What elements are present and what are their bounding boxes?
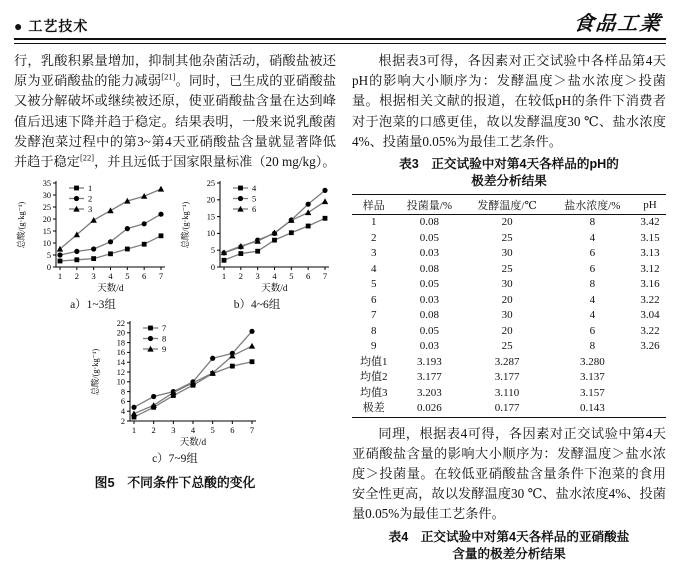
table3-cell: 0.08 [419, 309, 440, 322]
table3-cell: 3.280 [579, 355, 605, 368]
left-column [14, 51, 336, 563]
table3-head [352, 195, 666, 215]
svg-text:4: 4 [252, 183, 257, 194]
table3-cell: 3.177 [417, 371, 442, 384]
table3-cell: 30 [501, 247, 513, 260]
two-column-layout [14, 51, 666, 563]
svg-text:4: 4 [120, 407, 125, 417]
table3-row [352, 246, 666, 262]
table3-cell: 0.08 [419, 216, 440, 229]
svg-text:总酸/(g·kg⁻¹): 总酸/(g·kg⁻¹) [17, 201, 26, 249]
svg-text:7: 7 [158, 271, 164, 282]
svg-text:35: 35 [42, 179, 51, 189]
table3-cell: 6 [589, 247, 596, 260]
section-label: ● 工艺技术 [14, 18, 89, 34]
chart-c-plot [88, 315, 263, 448]
table3-cell [634, 370, 666, 386]
table3-cell: 3.22 [640, 293, 660, 306]
table3-header-row [352, 195, 666, 215]
svg-text:1: 1 [57, 271, 63, 282]
table3-cell: 20 [501, 293, 513, 306]
svg-text:2: 2 [74, 271, 79, 282]
table3 [352, 194, 666, 418]
svg-text:1: 1 [88, 183, 93, 194]
table3-cell: 9 [370, 340, 377, 353]
series-2 [57, 212, 163, 258]
svg-text:25: 25 [42, 203, 51, 213]
table3-cell: 3.16 [640, 278, 660, 291]
table3-cell: 3.177 [494, 371, 520, 384]
table3-cell: 3.15 [640, 231, 660, 244]
table3-cell: 0.03 [419, 293, 440, 306]
svg-text:14: 14 [116, 358, 125, 368]
table3-cell: 4 [370, 262, 377, 275]
table3-cell: 3 [370, 247, 377, 260]
citation-ref-22: [22] [79, 152, 95, 163]
legend [143, 323, 166, 354]
table3-cell: 2 [370, 231, 377, 244]
table3-cell: 3.203 [417, 386, 442, 399]
table3-title-line1: 表3 正交试验中对第4天各样品的pH的 [399, 157, 619, 172]
table3-cell: 0.03 [419, 247, 440, 260]
table3-cell: 6 [370, 293, 377, 306]
svg-text:2: 2 [151, 425, 156, 436]
paragraph-text: 行，乳酸积累量增加，抑制其他杂菌活动，硝酸盐被还原为亚硝酸盐的能力减弱 [14, 53, 336, 89]
table3-cell: 3.42 [640, 216, 660, 229]
svg-text:12: 12 [116, 368, 125, 378]
table3-row [352, 370, 666, 386]
table3-cell: 1 [370, 216, 377, 229]
table3-cell: 8 [589, 340, 596, 353]
table4-title-line2: 含量的极差分析结果 [452, 546, 566, 561]
table3-cell: 0.05 [419, 231, 440, 244]
table3-cell: 25 [501, 340, 513, 353]
svg-text:16: 16 [116, 348, 125, 358]
svg-text:20: 20 [206, 195, 215, 205]
svg-text:5: 5 [46, 251, 51, 261]
table3-title-line2: 极差分析结果 [471, 174, 547, 189]
table3-cell: 均值3 [359, 386, 388, 399]
table3-cell: 7 [370, 309, 377, 322]
svg-text:10: 10 [42, 239, 51, 249]
svg-text:4: 4 [190, 425, 195, 436]
svg-text:9: 9 [161, 344, 166, 355]
chart-c [88, 315, 263, 466]
table3-body [352, 215, 666, 418]
table3-header-cell: 发酵温度/℃ [477, 199, 537, 212]
table3-cell: 3.26 [640, 340, 660, 353]
svg-text:6: 6 [252, 204, 257, 215]
right-paragraph-2: 同理，根据表4可得，各因素对正交试验中第4天亚硝酸盐含量的影响大小顺序为：发酵温度＞盐水浓度＞投菌量。在较低亚硝酸盐含量条件下泡菜的食用安全性更高，故以发酵温度30 ℃、盐水浓度4%、投菌量0.05%为最佳工艺条件。 [352, 425, 666, 522]
table3-cell: 20 [501, 324, 513, 337]
svg-text:8: 8 [161, 333, 166, 344]
table3-cell [634, 386, 666, 402]
chart-b-subcaption: b）4~6组 [233, 299, 281, 312]
chart-b-plot [178, 175, 336, 294]
table3-cell: 6 [589, 262, 596, 275]
svg-text:2: 2 [120, 417, 125, 427]
table3-cell [634, 401, 666, 417]
table3-header-cell: pH [643, 198, 657, 211]
svg-text:0: 0 [210, 263, 215, 273]
table4-title-line1: 表4 正交试验中对第4天各样品的亚硝酸盐 [388, 529, 630, 544]
journal-logo: 食品工業 [572, 11, 664, 35]
legend [233, 183, 257, 214]
series-6 [221, 198, 328, 255]
table3-row [352, 293, 666, 309]
table3-cell: 0.05 [419, 278, 440, 291]
svg-text:0: 0 [46, 263, 51, 273]
table3-cell: 3.22 [640, 324, 660, 337]
left-paragraph [14, 51, 336, 172]
table3-row [352, 324, 666, 340]
chart-a [14, 175, 172, 312]
figure5-row-bottom [14, 315, 336, 466]
table3-cell: 5 [370, 278, 377, 291]
svg-text:22: 22 [116, 319, 125, 329]
table3-cell: 极差 [362, 402, 385, 415]
svg-text:3: 3 [255, 271, 260, 282]
svg-text:5: 5 [252, 193, 257, 204]
svg-text:5: 5 [210, 246, 215, 256]
table3-cell: 6 [589, 324, 596, 337]
svg-text:7: 7 [249, 425, 254, 436]
svg-text:5: 5 [289, 271, 294, 282]
table3-row [352, 215, 666, 231]
table3-cell: 3.157 [579, 386, 605, 399]
svg-text:3: 3 [170, 425, 175, 436]
svg-text:4: 4 [272, 271, 277, 282]
svg-text:总酸/(g·kg⁻¹): 总酸/(g·kg⁻¹) [181, 201, 190, 249]
svg-text:18: 18 [116, 338, 125, 348]
svg-text:1: 1 [131, 425, 136, 436]
figure5-caption: 图5 不同条件下总酸的变化 [94, 475, 256, 491]
table3-title [352, 156, 666, 190]
table3-row [352, 401, 666, 417]
svg-text:5: 5 [210, 425, 215, 436]
table4-title [352, 529, 666, 563]
table3-row [352, 308, 666, 324]
table3-cell: 4 [589, 309, 596, 322]
table3-cell: 均值2 [359, 371, 388, 384]
table3-cell: 30 [501, 278, 513, 291]
svg-text:7: 7 [322, 271, 328, 282]
svg-text:6: 6 [120, 397, 125, 407]
svg-text:6: 6 [142, 271, 147, 282]
svg-text:4: 4 [108, 271, 113, 282]
legend [69, 183, 92, 214]
svg-text:20: 20 [116, 328, 125, 338]
table3-cell: 3.12 [640, 262, 660, 275]
table3-cell: 3.137 [579, 371, 605, 384]
svg-text:天数/d: 天数/d [261, 284, 288, 295]
svg-text:天数/d: 天数/d [179, 438, 206, 449]
header-rule [14, 38, 666, 44]
svg-text:8: 8 [120, 387, 125, 397]
svg-text:2: 2 [238, 271, 243, 282]
chart-c-subcaption: c）7~9组 [152, 453, 198, 466]
svg-text:15: 15 [42, 227, 51, 237]
table3-cell: 0.177 [494, 402, 520, 415]
paragraph-text: ，并且远低于国家限量标准（20 mg/kg）。 [94, 154, 336, 170]
table3-cell: 3.287 [494, 355, 520, 368]
table3-cell: 0.08 [419, 262, 440, 275]
svg-text:天数/d: 天数/d [97, 284, 124, 295]
table3-cell: 均值1 [359, 355, 388, 368]
svg-text:30: 30 [42, 191, 51, 201]
svg-text:10: 10 [206, 229, 215, 239]
table3-row [352, 386, 666, 402]
table3-cell: 3.193 [417, 355, 442, 368]
table3-cell: 3.04 [640, 309, 660, 322]
table3-cell: 0.05 [419, 324, 440, 337]
table3-cell: 8 [589, 216, 596, 229]
chart-a-subcaption: a）1~3组 [70, 299, 116, 312]
svg-text:2: 2 [88, 193, 93, 204]
table3-cell: 8 [589, 278, 596, 291]
svg-text:20: 20 [42, 215, 51, 225]
table3-cell: 30 [501, 309, 513, 322]
svg-text:6: 6 [229, 425, 234, 436]
table3-row [352, 339, 666, 355]
axes [130, 321, 256, 421]
table3-header-cell: 投菌量/% [406, 199, 453, 212]
table3-cell: 0.03 [419, 340, 440, 353]
table3-cell: 0.026 [417, 402, 442, 415]
table3-cell: 0.143 [579, 402, 605, 415]
table3-row [352, 262, 666, 278]
series-4 [222, 216, 328, 263]
table3-cell: 4 [589, 231, 596, 244]
svg-text:7: 7 [161, 323, 166, 334]
svg-text:1: 1 [221, 271, 227, 282]
table3-cell [634, 355, 666, 371]
table3-header-cell: 样品 [362, 199, 385, 212]
svg-text:6: 6 [306, 271, 311, 282]
right-column [352, 51, 666, 563]
chart-b [178, 175, 336, 312]
table3-cell: 25 [501, 262, 513, 275]
table3-cell: 3.110 [494, 386, 520, 399]
table3-row [352, 277, 666, 293]
table3-cell: 20 [501, 216, 513, 229]
svg-text:5: 5 [125, 271, 130, 282]
figure5-row-top [14, 175, 336, 312]
svg-text:10: 10 [116, 377, 125, 387]
svg-text:总酸/(g·kg⁻¹): 总酸/(g·kg⁻¹) [90, 348, 100, 396]
series-7 [131, 360, 254, 420]
table3-header-cell: 盐水浓度/% [564, 199, 621, 212]
paragraph-text: 。同时，已生成的亚硝酸盐又被分解破坏或继续被还原，使亚硝酸盐含量在达到峰值后迅速下降并趋于稳定。结果表明，一般来说乳酸菌发酵泡菜过程中的第3~第4天亚硝酸盐含量就显著降低并趋于稳定 [14, 73, 337, 170]
citation-ref-21: [21] [161, 71, 176, 82]
svg-text:15: 15 [206, 212, 215, 222]
chart-a-plot [14, 175, 172, 294]
table3-row [352, 231, 666, 247]
svg-text:3: 3 [88, 204, 93, 215]
table3-cell: 4 [589, 293, 596, 306]
table3-cell: 3.13 [640, 247, 660, 260]
page-header [14, 10, 666, 36]
table3-cell: 8 [370, 324, 377, 337]
svg-text:25: 25 [206, 179, 215, 189]
svg-text:3: 3 [91, 271, 96, 282]
table3-cell: 25 [501, 231, 513, 244]
table3-row [352, 355, 666, 371]
right-paragraph-1: 根据表3可得，各因素对正交试验中各样品第4天pH的影响大小顺序为：发酵温度＞盐水浓度＞投菌量。根据相关文献的报道，在较低pH的条件下消费者对于泡菜的口感更佳，故以发酵温度30 ℃、盐水浓度4%、投菌量0.05%为最佳工艺条件。 [352, 53, 666, 149]
